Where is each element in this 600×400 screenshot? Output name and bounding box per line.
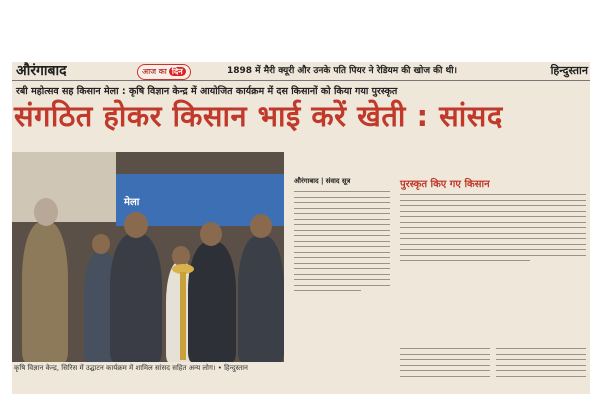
text-line bbox=[400, 255, 586, 256]
text-line bbox=[400, 376, 490, 377]
text-line bbox=[400, 233, 586, 234]
sidebar-title: पुरस्कृत किए गए किसान bbox=[400, 179, 490, 190]
text-line bbox=[400, 348, 490, 349]
day-fact: 1898 में मैरी क्यूरी और उनके पति पियर ने रेडियम की खोज की थी। bbox=[227, 66, 458, 76]
text-line bbox=[294, 290, 361, 291]
text-line bbox=[496, 376, 586, 377]
text-line bbox=[400, 260, 530, 261]
text-line bbox=[294, 274, 390, 275]
text-line bbox=[400, 354, 490, 355]
text-line bbox=[496, 354, 586, 355]
newspaper-brand: हिन्दुस्तान bbox=[550, 64, 588, 77]
text-line bbox=[400, 227, 586, 228]
text-line bbox=[294, 252, 390, 253]
text-line bbox=[294, 230, 390, 231]
article-column-5 bbox=[496, 344, 586, 381]
text-line bbox=[400, 200, 586, 201]
text-line bbox=[400, 222, 586, 223]
desk-credit: संवाद सूत्र bbox=[325, 177, 351, 185]
person-2-head bbox=[92, 234, 110, 254]
photo-background-wall bbox=[12, 152, 116, 222]
text-line bbox=[496, 348, 586, 349]
text-line bbox=[294, 191, 390, 192]
person-1 bbox=[22, 222, 68, 362]
text-line bbox=[294, 241, 390, 242]
text-line bbox=[294, 285, 390, 286]
dateline: औरंगाबाद | संवाद सूत्र bbox=[294, 177, 351, 185]
person-1-head bbox=[34, 198, 58, 226]
text-line bbox=[294, 213, 390, 214]
text-line bbox=[496, 370, 586, 371]
text-line bbox=[294, 246, 390, 247]
news-photo bbox=[12, 152, 284, 362]
text-line bbox=[294, 208, 390, 209]
text-line bbox=[294, 235, 390, 236]
text-line bbox=[294, 263, 390, 264]
text-line bbox=[400, 238, 586, 239]
person-6-head bbox=[250, 214, 272, 238]
person-3-head bbox=[124, 212, 148, 238]
city-name: औरंगाबाद bbox=[16, 63, 67, 79]
text-line bbox=[400, 365, 490, 366]
dateline-city: औरंगाबाद bbox=[294, 177, 319, 185]
text-line bbox=[400, 205, 586, 206]
text-line bbox=[400, 194, 586, 195]
text-line bbox=[294, 224, 390, 225]
headline: संगठित होकर किसान भाई करें खेती : सांसद bbox=[14, 99, 503, 133]
text-line bbox=[400, 249, 586, 250]
person-3 bbox=[110, 234, 162, 362]
article-column-3 bbox=[400, 190, 586, 266]
page-header bbox=[12, 62, 590, 81]
text-line bbox=[294, 279, 390, 280]
text-line bbox=[400, 216, 586, 217]
text-line bbox=[400, 370, 490, 371]
text-line bbox=[294, 202, 390, 203]
text-line bbox=[294, 268, 390, 269]
text-line bbox=[496, 365, 586, 366]
person-5-head bbox=[200, 222, 222, 246]
person-6 bbox=[238, 236, 284, 362]
text-line bbox=[294, 257, 390, 258]
newspaper-clipping bbox=[12, 62, 590, 394]
person-4-head bbox=[172, 246, 190, 266]
today-badge bbox=[137, 64, 191, 80]
kicker-line: रबी महोत्सव सह किसान मेला : कृषि विज्ञान केन्द्र में आयोजित कार्यक्रम में दस किसानों को किया गया पुरस्कृत bbox=[16, 86, 398, 97]
person-5 bbox=[188, 242, 236, 362]
article-column-4 bbox=[400, 344, 490, 381]
ceremonial-lamp bbox=[180, 272, 186, 360]
photo-caption: कृषि विज्ञान केन्द्र, सिरिस में उद्घाटन कार्यक्रम में शामिल सांसद सहित अन्य लोग। • हिन्दुस्तान bbox=[14, 364, 248, 372]
text-line bbox=[294, 219, 390, 220]
article-column-2 bbox=[294, 176, 390, 296]
text-line bbox=[400, 244, 586, 245]
badge-label: आज का bbox=[142, 67, 167, 76]
text-line bbox=[400, 211, 586, 212]
text-line bbox=[400, 359, 490, 360]
text-line bbox=[496, 359, 586, 360]
badge-day: दिन bbox=[169, 67, 186, 76]
photo-banner-text: मेला bbox=[124, 197, 140, 208]
text-line bbox=[294, 197, 390, 198]
